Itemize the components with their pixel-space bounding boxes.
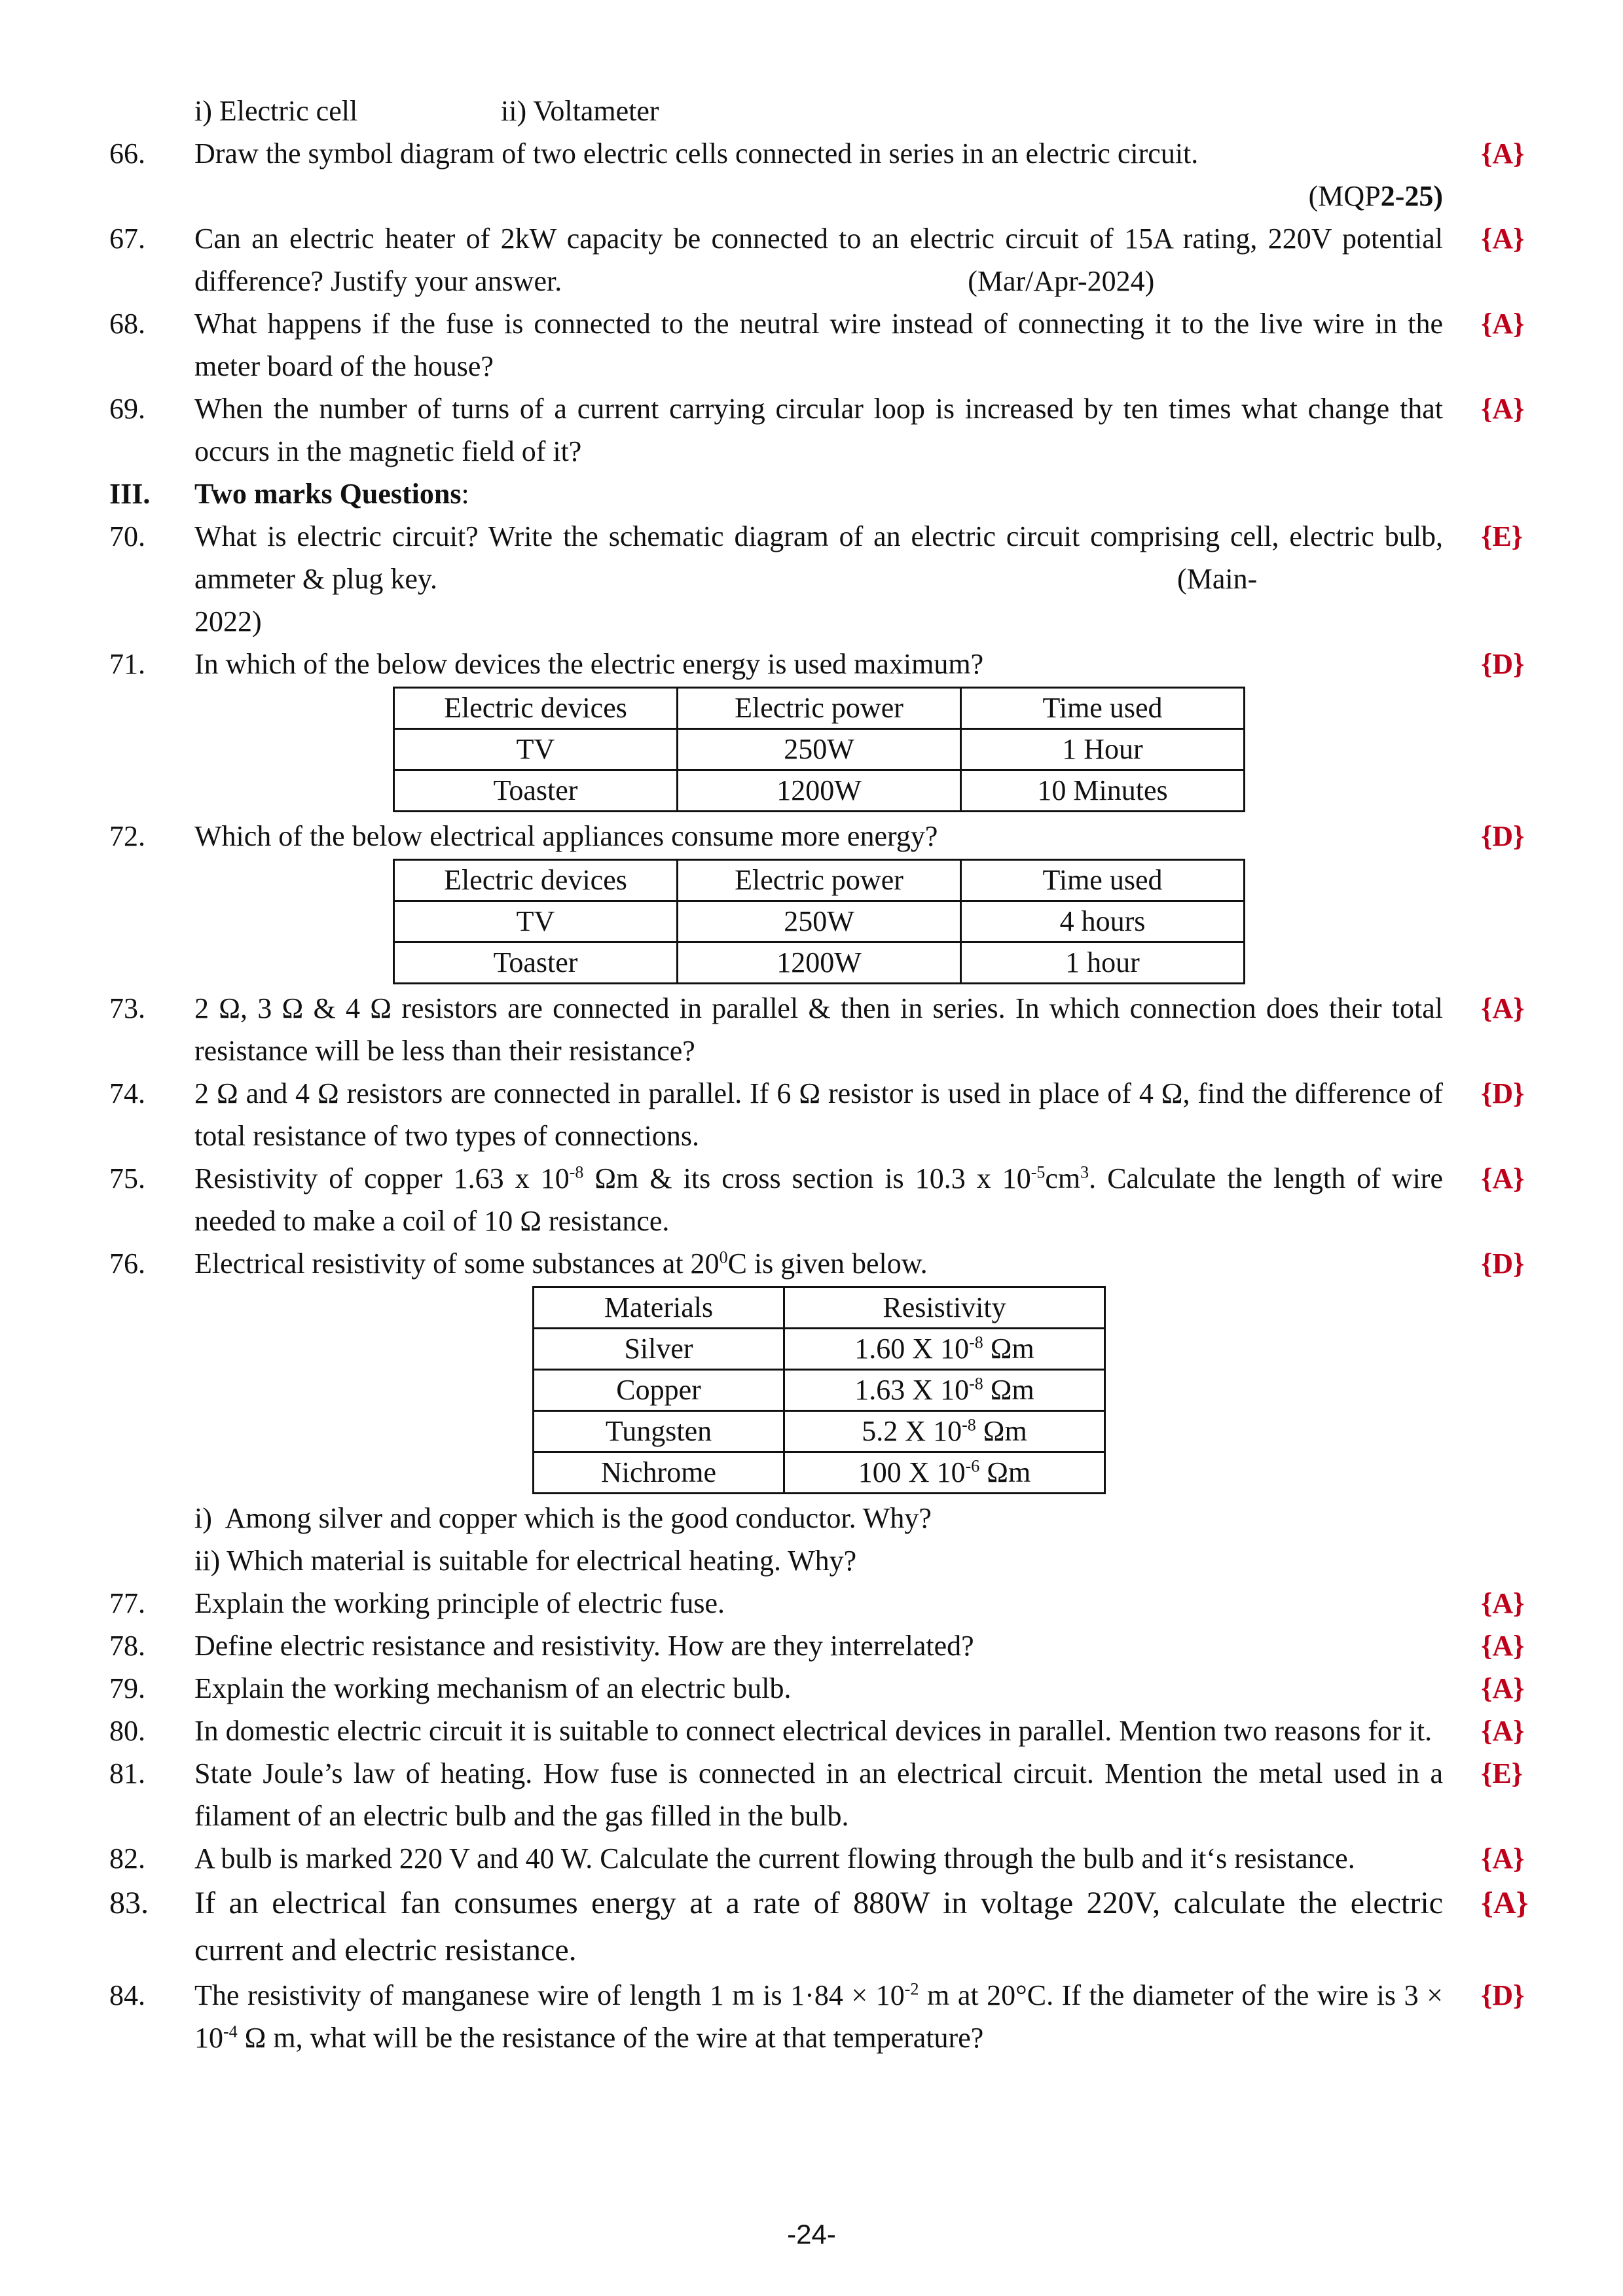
exponent: -5 <box>1030 1162 1046 1182</box>
table-cell: Toaster <box>394 942 678 984</box>
exponent: -2 <box>904 1979 919 1999</box>
table-header: Materials <box>534 1287 784 1329</box>
question-number: 73. <box>109 992 145 1024</box>
superscript: 0 <box>719 1247 728 1267</box>
question-tag: {A} <box>1481 1162 1525 1194</box>
question-tag: {A} <box>1481 308 1525 340</box>
question-number: 75. <box>109 1162 145 1194</box>
table-cell: 250W <box>678 901 961 942</box>
question-number: 66. <box>109 137 145 170</box>
option-voltameter: ii) Voltameter <box>501 95 659 127</box>
question-tag: {D} <box>1481 1247 1525 1280</box>
section-heading <box>0 473 1623 515</box>
table-header-row <box>394 688 1245 729</box>
table-row <box>394 901 1245 942</box>
table-header: Electric devices <box>394 688 678 729</box>
question-text: Define electric resistance and resistivity. How are they interrelated? <box>194 1630 974 1662</box>
question-tag: {A} <box>1481 1587 1525 1619</box>
text-part: Electrical resistivity of some substances at 20 <box>194 1247 720 1280</box>
question-76 <box>0 1242 1623 1285</box>
question-80 <box>0 1710 1623 1752</box>
text-part: m at 20°C. If the diameter of the wire is 3 × 10 <box>194 1979 1443 2054</box>
exponent: -8 <box>969 1374 983 1393</box>
resistivity-cell <box>784 1329 1105 1370</box>
question-number: 77. <box>109 1587 145 1619</box>
table-row <box>534 1411 1105 1452</box>
material-cell: Copper <box>534 1370 784 1411</box>
table-cell: 1200W <box>678 770 961 812</box>
table-header-row <box>394 860 1245 901</box>
question-tag: {A} <box>1481 992 1525 1024</box>
question-reference: (Main- <box>1177 563 1258 595</box>
table-header-row <box>534 1287 1105 1329</box>
exponent: -8 <box>569 1162 584 1182</box>
resistivity-cell <box>784 1452 1105 1494</box>
question-78 <box>0 1624 1623 1667</box>
question-reference: (Mar/Apr-2024) <box>968 265 1155 297</box>
question-text: State Joule’s law of heating. How fuse is connected in an electrical circuit. Mention the metal used in a filament of an electric bulb and the gas filled in the bulb. <box>194 1757 1443 1832</box>
material-cell: Silver <box>534 1329 784 1370</box>
question-tag: {D} <box>1481 1077 1525 1109</box>
question-73 <box>0 987 1623 1072</box>
question-number: 72. <box>109 820 145 852</box>
question-text <box>194 1242 1443 1285</box>
resistivity-cell <box>784 1411 1105 1452</box>
question-text: What happens if the fuse is connected to the neutral wire instead of connecting it to the live wire in the meter board of the house? <box>194 308 1443 382</box>
question-number: 84. <box>109 1979 145 2011</box>
question-number: 82. <box>109 1842 145 1874</box>
section-title: Two marks Questions <box>194 478 462 510</box>
question-82 <box>0 1837 1623 1880</box>
table-row <box>394 770 1245 812</box>
question-68 <box>0 302 1623 387</box>
question-text: 2 Ω, 3 Ω & 4 Ω resistors are connected in parallel & then in series. In which connection does their total resistance will be less than their resistance? <box>194 992 1443 1067</box>
table-cell: 10 Minutes <box>961 770 1245 812</box>
question-text: A bulb is marked 220 V and 40 W. Calculate the current flowing through the bulb and it‘s resistance. <box>194 1842 1355 1874</box>
question-83 <box>0 1880 1623 1974</box>
table-row <box>394 729 1245 770</box>
question-text: Explain the working mechanism of an electric bulb. <box>194 1672 792 1704</box>
section-number: III. <box>109 478 151 510</box>
resistivity-cell <box>784 1370 1105 1411</box>
table-row <box>394 942 1245 984</box>
question-67 <box>0 217 1623 302</box>
question-tag: {A} <box>1481 1630 1525 1662</box>
question-75 <box>0 1157 1623 1242</box>
question-79 <box>0 1667 1623 1710</box>
unit: Ωm <box>976 1415 1027 1447</box>
table-cell: TV <box>394 901 678 942</box>
question-number: 79. <box>109 1672 145 1704</box>
value: 1.60 X 10 <box>854 1333 970 1365</box>
devices-table-2 <box>393 859 1245 984</box>
exponent: -6 <box>965 1456 980 1476</box>
question-tag: {A} <box>1481 1715 1525 1747</box>
sub-question-1: i) Among silver and copper which is the good conductor. Why? <box>194 1502 932 1534</box>
question-tag: {A} <box>1481 223 1525 255</box>
table-cell: Toaster <box>394 770 678 812</box>
resistivity-table <box>532 1286 1106 1494</box>
table-header: Electric power <box>678 688 961 729</box>
question-71 <box>0 643 1623 685</box>
table-cell: 1 hour <box>961 942 1245 984</box>
text-part: C is given below. <box>727 1247 928 1280</box>
question-text: If an electrical fan consumes energy at a rate of 880W in voltage 220V, calculate the electric current and electric resistance. <box>194 1886 1443 1967</box>
table-row <box>534 1370 1105 1411</box>
question-text: Explain the working principle of electric fuse. <box>194 1587 725 1619</box>
question-tag: {E} <box>1481 1757 1523 1789</box>
question-tag: {D} <box>1481 820 1525 852</box>
question-text: Which of the below electrical appliances consume more energy? <box>194 820 938 852</box>
table-cell: 1200W <box>678 942 961 984</box>
question-tag: {A} <box>1481 393 1525 425</box>
text-part: The resistivity of manganese wire of length 1 m is 1·84 × 10 <box>194 1979 905 2011</box>
material-cell: Nichrome <box>534 1452 784 1494</box>
question-tag: {D} <box>1481 648 1525 680</box>
ref-part: (MQP <box>1308 180 1381 212</box>
question-number: 83. <box>109 1886 149 1920</box>
exponent: -8 <box>962 1415 976 1435</box>
question-text <box>194 515 1443 643</box>
question-number: 80. <box>109 1715 145 1747</box>
exponent: 3 <box>1080 1162 1089 1182</box>
table-cell: TV <box>394 729 678 770</box>
question-number: 78. <box>109 1630 145 1662</box>
value: 1.63 X 10 <box>854 1374 970 1406</box>
question-tag: {D} <box>1481 1979 1525 2011</box>
question-tag: {E} <box>1481 520 1523 552</box>
document-page <box>0 90 1623 2059</box>
option-electric-cell: i) Electric cell <box>194 95 358 127</box>
question-number: 76. <box>109 1247 145 1280</box>
table-cell: 1 Hour <box>961 729 1245 770</box>
question-number: 70. <box>109 520 145 552</box>
section-colon: : <box>461 478 469 510</box>
question-number: 71. <box>109 648 145 680</box>
ref-part: 2-25) <box>1380 180 1443 212</box>
question-77 <box>0 1582 1623 1624</box>
table-row <box>534 1329 1105 1370</box>
question-number: 68. <box>109 308 145 340</box>
unit: Ωm <box>983 1333 1034 1365</box>
question-tag: {A} <box>1481 1886 1529 1920</box>
question-text: When the number of turns of a current carrying circular loop is increased by ten times what change that occurs in the magnetic field of it? <box>194 393 1443 467</box>
question-text: 2 Ω and 4 Ω resistors are connected in parallel. If 6 Ω resistor is used in place of 4 Ω, find the difference of total resistance of two types of connections. <box>194 1077 1443 1152</box>
question-body: Can an electric heater of 2kW capacity be connected to an electric circuit of 15A rating, 220V potential difference? Justify your answer. <box>194 223 1443 297</box>
table-header: Electric devices <box>394 860 678 901</box>
text-part: Resistivity of copper 1.63 x 10 <box>194 1162 570 1194</box>
question-72 <box>0 815 1623 857</box>
table-header: Resistivity <box>784 1287 1105 1329</box>
question-81 <box>0 1752 1623 1837</box>
question-text: Draw the symbol diagram of two electric cells connected in series in an electric circuit. <box>194 137 1199 170</box>
page-number: -24- <box>787 2219 836 2250</box>
exponent: -4 <box>223 2022 238 2041</box>
question-text: In which of the below devices the electric energy is used maximum? <box>194 648 984 680</box>
question-text <box>194 1974 1443 2059</box>
table-header: Time used <box>961 688 1245 729</box>
question-reference-cont: 2022) <box>194 605 262 637</box>
text-part: . Calculate the length of wire needed to make a coil of 10 Ω resistance. <box>194 1162 1443 1237</box>
question-69 <box>0 387 1623 473</box>
table-header: Electric power <box>678 860 961 901</box>
question-66 <box>0 132 1623 217</box>
text-part: Ωm & its cross section is 10.3 x 10 <box>583 1162 1031 1194</box>
sub-question-2: ii) Which material is suitable for electrical heating. Why? <box>194 1545 857 1577</box>
question-tag: {A} <box>1481 137 1525 170</box>
question-number: 69. <box>109 393 145 425</box>
text-part: Ω m, what will be the resistance of the wire at that temperature? <box>237 2022 984 2054</box>
exponent: -8 <box>969 1333 983 1352</box>
question-74 <box>0 1072 1623 1157</box>
question-reference <box>0 175 1443 217</box>
question-tag: {A} <box>1481 1672 1525 1704</box>
question-84 <box>0 1974 1623 2059</box>
table-cell: 250W <box>678 729 961 770</box>
table-row <box>534 1452 1105 1494</box>
unit: Ωm <box>979 1456 1031 1488</box>
table-header: Time used <box>961 860 1245 901</box>
material-cell: Tungsten <box>534 1411 784 1452</box>
question-text <box>194 1157 1443 1242</box>
question-text: In domestic electric circuit it is suitable to connect electrical devices in parallel. Mention two reasons for it. <box>194 1715 1432 1747</box>
question-text <box>194 217 1443 302</box>
question-number: 81. <box>109 1757 145 1789</box>
question-70 <box>0 515 1623 643</box>
value: 100 X 10 <box>858 1456 966 1488</box>
question-body: What is electric circuit? Write the schematic diagram of an electric circuit comprising cell, electric bulb, ammeter & plug key. <box>194 520 1443 595</box>
question-tag: {A} <box>1481 1842 1525 1874</box>
question-number: 67. <box>109 223 145 255</box>
text-part: cm <box>1045 1162 1081 1194</box>
intro-options <box>0 90 1623 132</box>
devices-table-1 <box>393 687 1245 812</box>
value: 5.2 X 10 <box>862 1415 962 1447</box>
question-number: 74. <box>109 1077 145 1109</box>
table-cell: 4 hours <box>961 901 1245 942</box>
unit: Ωm <box>983 1374 1034 1406</box>
